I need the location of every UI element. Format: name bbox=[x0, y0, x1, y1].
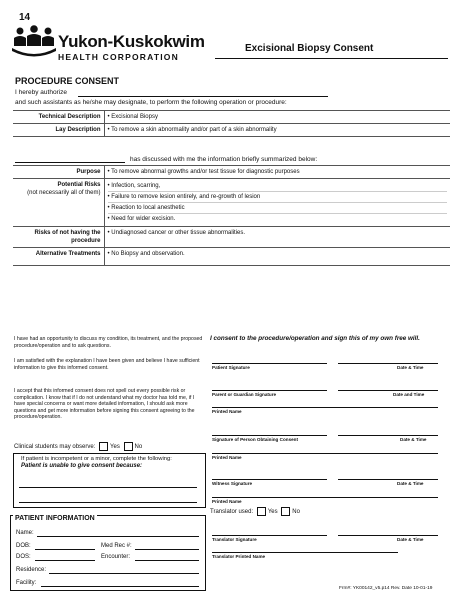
name-field[interactable] bbox=[37, 536, 199, 537]
dos-field[interactable] bbox=[35, 560, 95, 561]
row-value: • Undiagnosed cancer or other tissue abnormalities. bbox=[104, 227, 450, 248]
dos-label: DOS: bbox=[16, 554, 31, 560]
document-title: Excisional Biopsy Consent bbox=[245, 43, 374, 54]
procedure-consent-heading: PROCEDURE CONSENT bbox=[15, 76, 120, 86]
authorize-text: I hereby authorize bbox=[15, 89, 68, 96]
consent-statement: I consent to the procedure/operation and sign this of my own free will. bbox=[210, 335, 420, 342]
translator-printed-line[interactable] bbox=[212, 552, 398, 553]
risk-item: • Failure to remove lesion entirely, and re-growth of lesion bbox=[108, 192, 448, 203]
patient-date-line[interactable] bbox=[338, 363, 438, 364]
name-label: Name: bbox=[16, 530, 34, 536]
dob-field[interactable] bbox=[35, 549, 95, 550]
facility-label: Facility: bbox=[16, 580, 37, 586]
row-value bbox=[104, 179, 450, 227]
witness-printed-label: Printed Name bbox=[212, 499, 242, 504]
incompetent-box bbox=[13, 453, 206, 508]
witness-signature-line[interactable] bbox=[212, 479, 327, 480]
obtaining-signature-label: Signature of Person Obtaining Consent bbox=[212, 437, 299, 442]
guardian-printed-label: Printed Name bbox=[212, 409, 242, 414]
discussed-text: has discussed with me the information briefly summarized below: bbox=[130, 156, 318, 163]
residence-field[interactable] bbox=[49, 573, 199, 574]
ykhc-logo-icon bbox=[10, 24, 58, 58]
yes-label: Yes bbox=[110, 444, 120, 451]
page-number: 14 bbox=[19, 12, 31, 23]
yes-label: Yes bbox=[267, 509, 278, 516]
row-label: Alternative Treatments bbox=[13, 248, 104, 266]
translator-row bbox=[210, 507, 300, 516]
obtaining-printed-line[interactable] bbox=[212, 453, 438, 454]
no-label: No bbox=[134, 444, 143, 451]
procedure-table bbox=[13, 110, 450, 137]
observe-yes-checkbox[interactable] bbox=[99, 442, 108, 451]
form-footer: Frm#: YK00142_v5.p14 Rev. Date 10-01-19 bbox=[339, 586, 433, 591]
patient-info-box bbox=[10, 515, 206, 591]
translator-printed-label: Translator Printed Name bbox=[212, 554, 266, 559]
patient-info-heading: PATIENT INFORMATION bbox=[15, 515, 95, 522]
org-subtitle: HEALTH CORPORATION bbox=[58, 52, 179, 62]
translator-no-checkbox[interactable] bbox=[281, 507, 290, 516]
observe-no-checkbox[interactable] bbox=[124, 442, 133, 451]
guardian-date-line[interactable] bbox=[338, 390, 438, 391]
translator-date-label: Date & Time bbox=[397, 537, 424, 542]
row-value: • To remove abnormal growths and/or test tissue for diagnostic purposes bbox=[104, 166, 450, 179]
guardian-printed-line[interactable] bbox=[212, 407, 438, 408]
information-table bbox=[13, 165, 450, 266]
risk-item: • Infection, scarring, bbox=[108, 181, 448, 192]
table-row bbox=[13, 111, 450, 124]
risk-item: • Reaction to local anesthetic bbox=[108, 203, 448, 214]
obtaining-date-line[interactable] bbox=[338, 435, 438, 436]
translator-signature-line[interactable] bbox=[212, 535, 327, 536]
translator-date-line[interactable] bbox=[338, 535, 438, 536]
physician-name-field[interactable] bbox=[78, 96, 328, 97]
patient-signature-label: Patient Signature bbox=[212, 365, 250, 370]
org-name: Yukon-Kuskokwim bbox=[58, 32, 205, 51]
table-row bbox=[13, 166, 450, 179]
patient-date-label: Date & Time bbox=[397, 365, 424, 370]
row-label: Purpose bbox=[13, 166, 104, 179]
patient-signature-line[interactable] bbox=[212, 363, 327, 364]
med-rec-label: Med Rec #: bbox=[101, 543, 132, 549]
title-rule bbox=[215, 58, 448, 59]
translator-signature-label: Translator Signature bbox=[212, 537, 257, 542]
risk-item: • Need for wider excision. bbox=[107, 216, 176, 222]
witness-printed-line[interactable] bbox=[212, 497, 438, 498]
observe-row bbox=[14, 442, 142, 451]
table-row bbox=[13, 124, 450, 137]
med-rec-field[interactable] bbox=[135, 549, 199, 550]
encounter-label: Encounter: bbox=[101, 554, 131, 560]
obtaining-date-label: Date & Time bbox=[400, 437, 427, 442]
obtaining-signature-line[interactable] bbox=[212, 435, 327, 436]
reason-line-2[interactable] bbox=[19, 502, 197, 503]
translator-used-label: Translator used: bbox=[210, 509, 254, 516]
encounter-field[interactable] bbox=[135, 560, 199, 561]
table-row bbox=[13, 179, 450, 227]
translator-yes-checkbox[interactable] bbox=[257, 507, 266, 516]
residence-label: Residence: bbox=[16, 567, 47, 573]
satisfied-paragraph: I am satisfied with the explanation I have been given and believe I have sufficient information to give this informed consent. bbox=[14, 358, 200, 371]
unable-text: Patient is unable to give consent because: bbox=[21, 463, 143, 469]
reason-line-1[interactable] bbox=[19, 487, 197, 488]
accept-paragraph: I accept that this informed consent does not spell out every possible risk or complication. I know that if I do not understand what my doctor has told me, if I have special concerns or want more detailed information, I should ask more questions and get more information before signing this consent agreeing to the procedure/operation. bbox=[14, 388, 195, 420]
witness-date-line[interactable] bbox=[338, 479, 438, 480]
dob-label: DOB: bbox=[16, 543, 31, 549]
row-label: Lay Description bbox=[13, 124, 104, 137]
row-value: • To remove a skin abnormality and/or part of a skin abnormality bbox=[104, 124, 450, 137]
table-row bbox=[13, 248, 450, 266]
row-label: Potential Risks (not necessarily all of them) bbox=[13, 179, 104, 227]
row-value: • No Biopsy and observation. bbox=[104, 248, 450, 266]
assistants-text: and such assistants as he/she may designate, to perform the following operation or procedure: bbox=[15, 99, 287, 106]
no-label: No bbox=[292, 509, 300, 516]
incompetent-text: If patient is incompetent or a minor, complete the following: bbox=[21, 456, 172, 462]
row-value: • Excisional Biopsy bbox=[104, 111, 450, 124]
discussion-paragraph: I have had an opportunity to discuss my condition, its treatment, and the proposed procedure/operation and to ask questions. bbox=[14, 336, 203, 349]
guardian-date-label: Date and Time bbox=[393, 392, 425, 397]
table-row bbox=[13, 227, 450, 248]
facility-field[interactable] bbox=[41, 586, 199, 587]
discussing-physician-field[interactable] bbox=[15, 162, 125, 163]
observe-label: Clinical students may observe: bbox=[14, 444, 96, 451]
witness-signature-label: Witness Signature bbox=[212, 481, 253, 486]
row-label: Technical Description bbox=[13, 111, 104, 124]
guardian-signature-label: Parent or Guardian Signature bbox=[212, 392, 277, 397]
witness-date-label: Date & Time bbox=[397, 481, 424, 486]
row-label: Risks of not having the procedure bbox=[13, 227, 104, 248]
obtaining-printed-label: Printed Name bbox=[212, 455, 242, 460]
guardian-signature-line[interactable] bbox=[212, 390, 327, 391]
